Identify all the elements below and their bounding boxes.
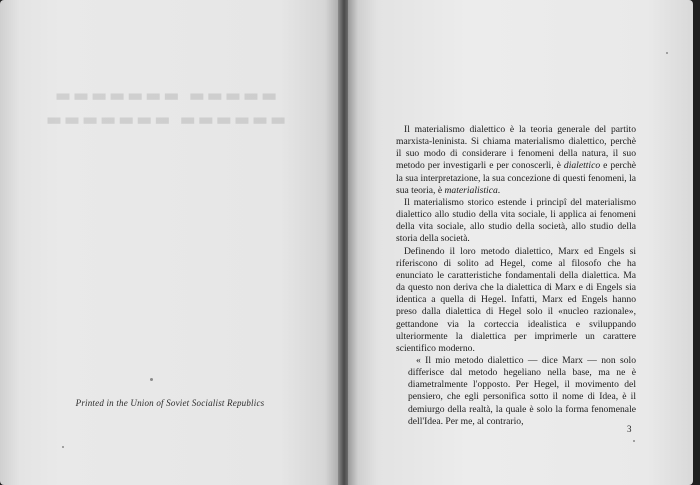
text-run: e perchè la sua interpretazione, la sua concezione di questi fenomeni, la sua teoria, è	[396, 160, 637, 196]
text-run: Definendo il loro metodo dialettico, Marx ed Engels si riferiscono di solito ad Hegel, come al filosofo che ha enunciato le caratteristiche fondamentali della dialettica. Ma da questo non deriva che la dialettica di Marx e di Engels sia identica a quella di Hegel. Infatti, Marx ed Engels hanno preso dalla dialettica di Hegel solo il «nucleo razionale», gettandone via la corteccia idealistica e sviluppando ulteriormente la dialettica per imprimerle un carattere scientifico moderno.	[396, 245, 636, 354]
text-run: .	[497, 184, 501, 196]
italic-run: dialettico	[563, 160, 601, 172]
paragraph	[396, 197, 636, 246]
paragraph	[408, 355, 636, 428]
imprint-line: Printed in the Union of Soviet Socialist Republics	[75, 398, 265, 408]
paper-speck	[150, 378, 153, 381]
body-text	[396, 124, 636, 428]
text-run: Il materialismo dialettico è la teoria generale del partito marxista-leninista. Si chiama materialismo dialettico, perchè il suo modo di considerare i fenomeni della natura, il suo metodo per investigarli e per conoscerli, è	[396, 124, 636, 172]
paragraph	[396, 124, 636, 197]
bleed-through-title: ▬▬▬▬▬ ▬▬▬▬▬▬▬ ▬▬▬▬▬▬ ▬▬▬▬▬▬▬	[43, 86, 287, 130]
paper-speck	[633, 440, 635, 442]
paper-speck	[62, 446, 64, 448]
text-run: Il materialismo storico estende i principî del materialismo dialettico allo studio della vita sociale, li applica ai fenomeni della vita sociale, allo studio della società, allo studio della storia della società.	[396, 196, 636, 245]
paragraph	[396, 246, 636, 355]
italic-run: materialistica	[444, 184, 498, 196]
left-page	[0, 0, 340, 485]
paper-speck	[666, 52, 668, 54]
page-number: 3	[627, 424, 632, 434]
text-run: « Il mio metodo dialettico — dice Marx — non solo differisce dal metodo hegeliano nella base, ma ne è diametralmente l'opposto. Per Hegel, il movimento del pensiero, che egli personifica sotto il nome di Idea, è il demiurgo della realtà, la quale è solo la forma fenomenale dell'Idea. Per me, al contrario,	[408, 354, 636, 427]
